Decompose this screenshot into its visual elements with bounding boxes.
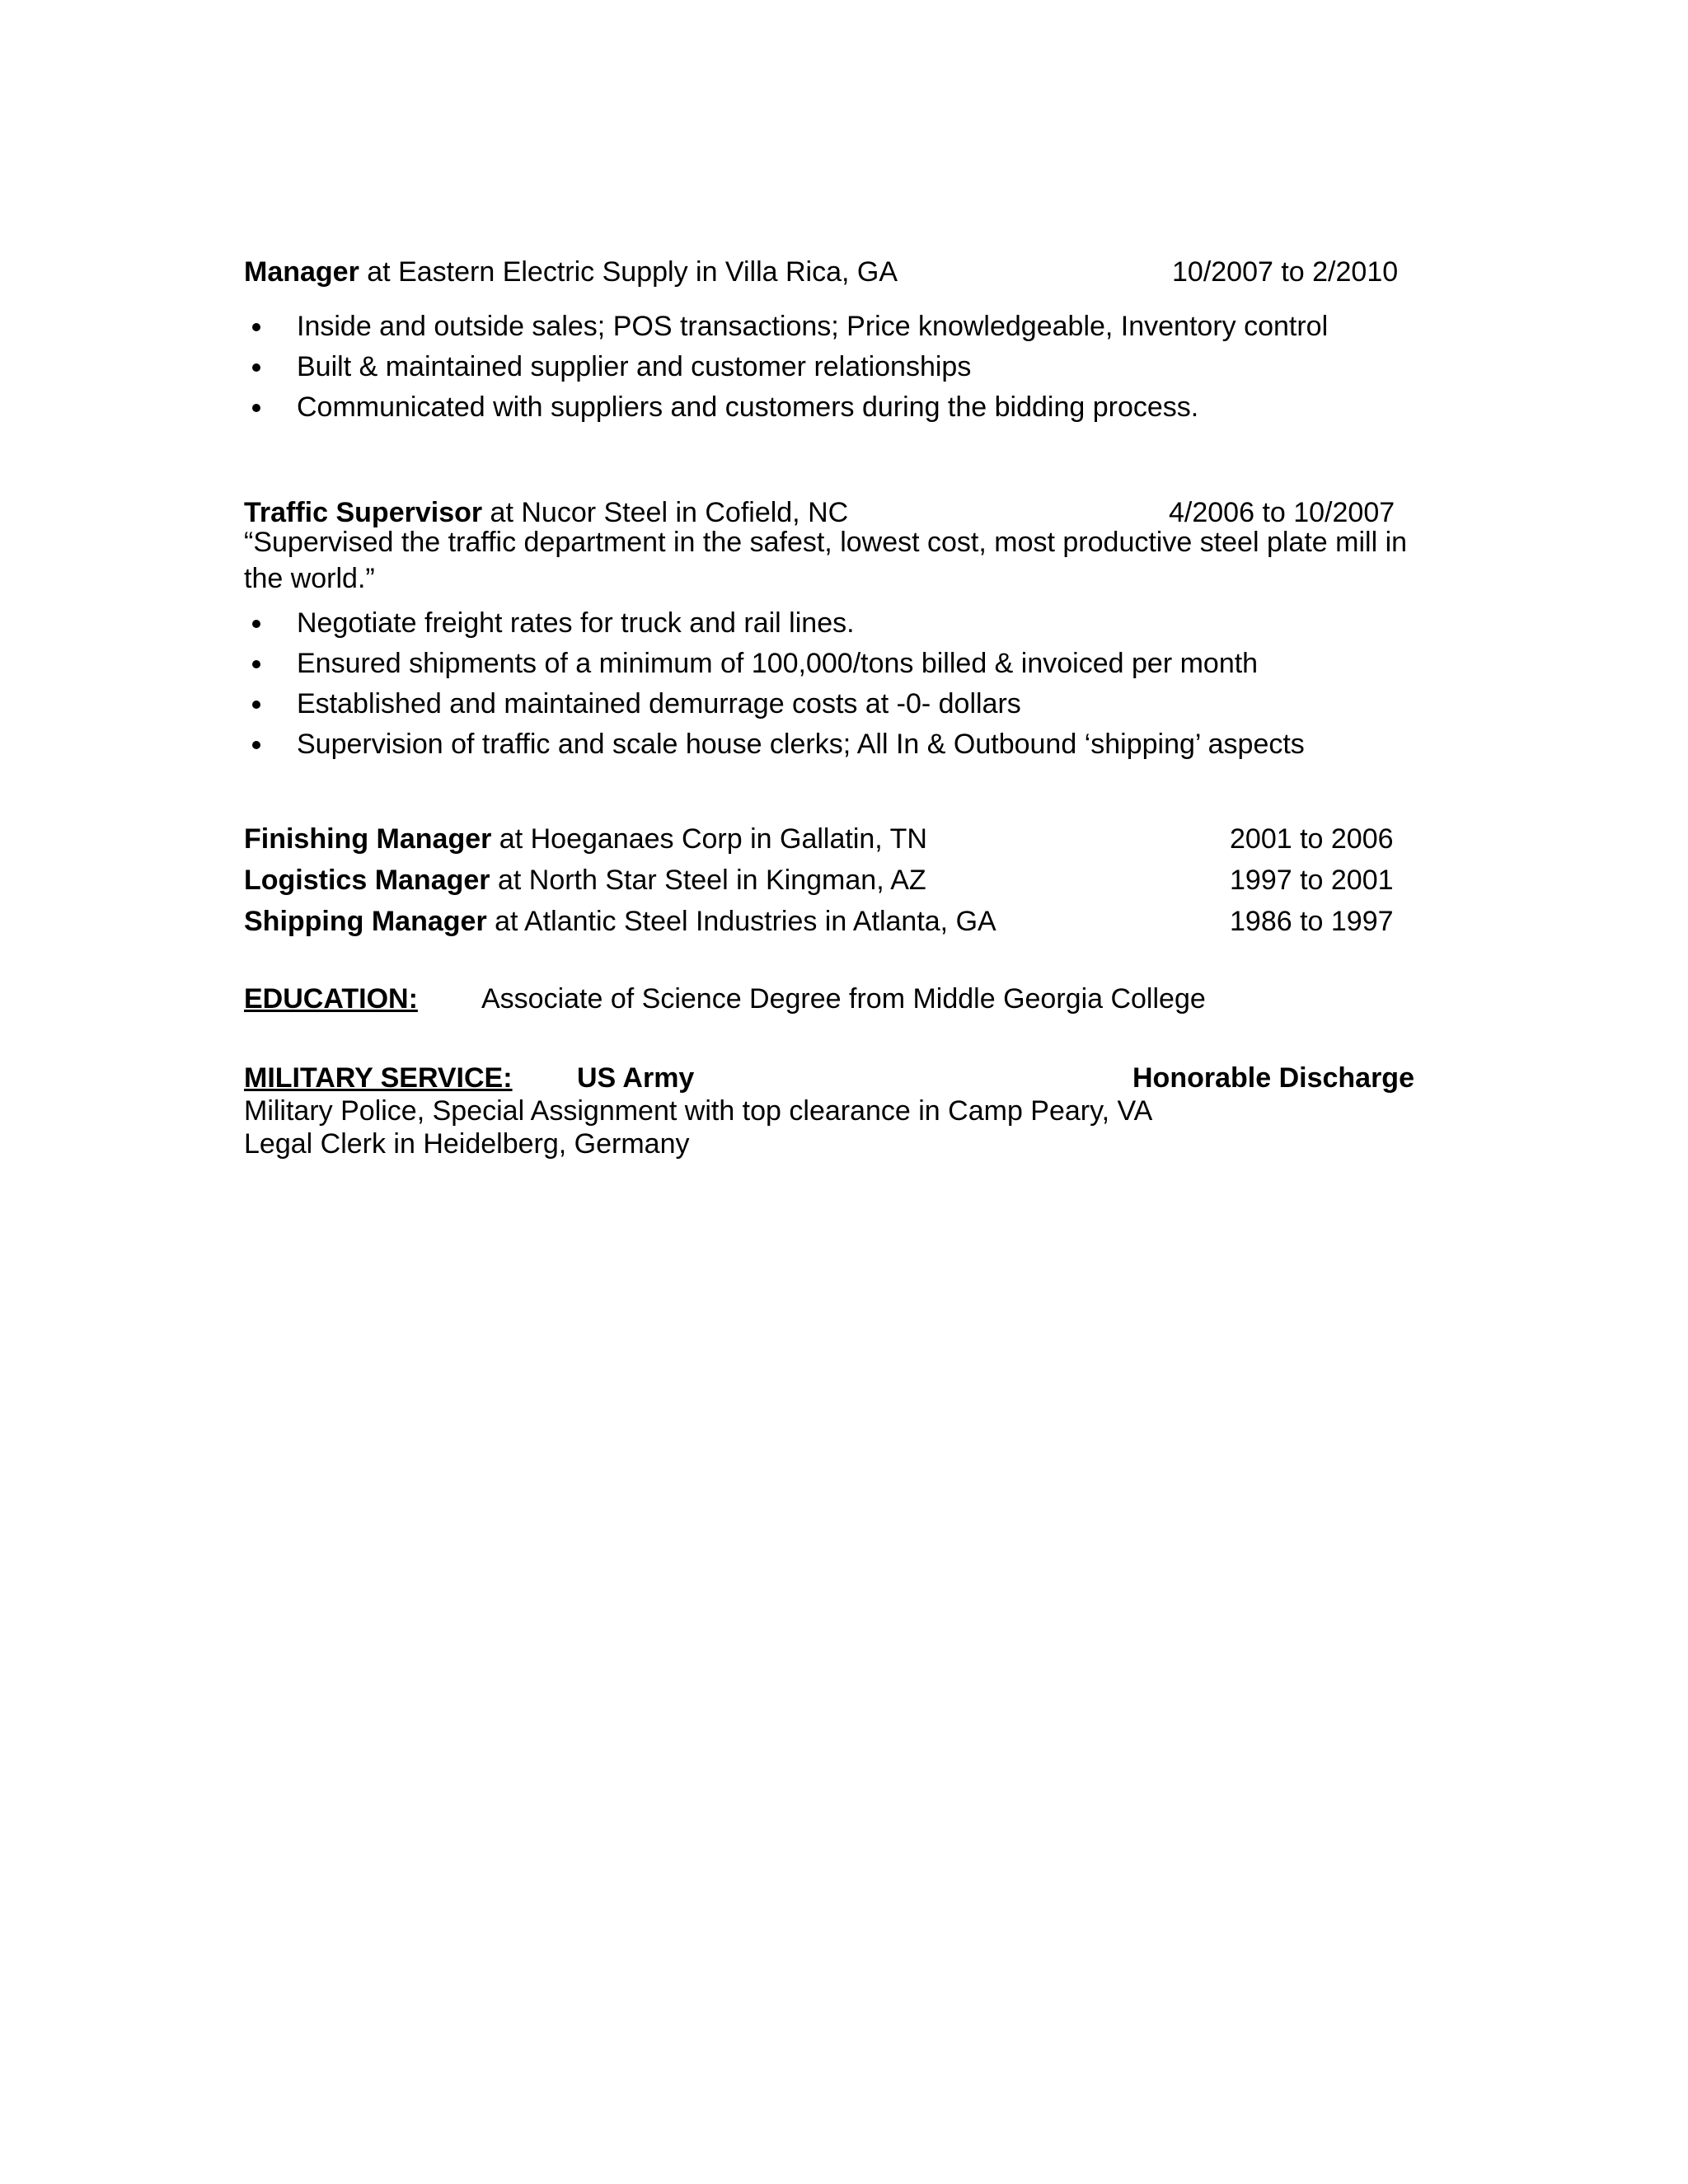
education-text: Associate of Science Degree from Middle Georgia College xyxy=(481,983,1206,1015)
list-item: Inside and outside sales; POS transactions; Price knowledgeable, Inventory control xyxy=(244,308,1447,349)
job-title: Traffic Supervisor xyxy=(244,497,483,528)
short-job-row xyxy=(244,903,1414,943)
job-title: Logistics Manager xyxy=(244,865,490,896)
job-title: Finishing Manager xyxy=(244,823,492,855)
list-item: Supervision of traffic and scale house clerks; All In & Outbound ‘shipping’ aspects xyxy=(244,726,1447,766)
job-quote: “Supervised the traffic department in the safest, lowest cost, most productive steel plate mill in the world.” xyxy=(244,527,1408,594)
job-title: Manager xyxy=(244,256,359,288)
job-employer: at Eastern Electric Supply in Villa Rica, GA xyxy=(359,256,898,288)
list-item: Negotiate freight rates for truck and rail lines. xyxy=(244,605,1447,645)
resume-page xyxy=(244,0,1447,2184)
military-detail-line: Military Police, Special Assignment with top clearance in Camp Peary, VA xyxy=(244,1095,1153,1127)
education-heading: EDUCATION: xyxy=(244,983,418,1015)
job-employer: at Hoeganaes Corp in Gallatin, TN xyxy=(491,823,927,855)
list-item: Ensured shipments of a minimum of 100,000/tons billed & invoiced per month xyxy=(244,645,1447,686)
job-header xyxy=(244,254,1414,293)
short-job-row xyxy=(244,821,1414,860)
military-branch: US Army xyxy=(577,1062,695,1094)
military-section xyxy=(244,1060,1447,1096)
job-dates: 1986 to 1997 xyxy=(1230,906,1394,937)
job-dates: 4/2006 to 10/2007 xyxy=(1169,497,1395,528)
list-item: Built & maintained supplier and customer relationships xyxy=(244,349,1447,389)
job-employer: at Atlantic Steel Industries in Atlanta, GA xyxy=(486,906,996,937)
job-bullet-list xyxy=(244,605,1447,766)
list-item: Established and maintained demurrage costs at -0- dollars xyxy=(244,686,1447,726)
job-title: Shipping Manager xyxy=(244,906,487,937)
job-dates: 1997 to 2001 xyxy=(1230,865,1394,896)
list-item: Communicated with suppliers and customers during the bidding process. xyxy=(244,389,1447,429)
job-dates: 10/2007 to 2/2010 xyxy=(1172,256,1399,288)
job-employer: at North Star Steel in Kingman, AZ xyxy=(490,865,926,896)
job-employer: at Nucor Steel in Cofield, NC xyxy=(482,497,849,528)
job-bullet-list xyxy=(244,308,1447,429)
education-section xyxy=(244,981,1447,1017)
military-heading: MILITARY SERVICE: xyxy=(244,1062,513,1094)
military-discharge: Honorable Discharge xyxy=(1132,1062,1414,1094)
short-job-row xyxy=(244,862,1414,902)
job-dates: 2001 to 2006 xyxy=(1230,823,1394,855)
military-detail-line: Legal Clerk in Heidelberg, Germany xyxy=(244,1128,690,1160)
